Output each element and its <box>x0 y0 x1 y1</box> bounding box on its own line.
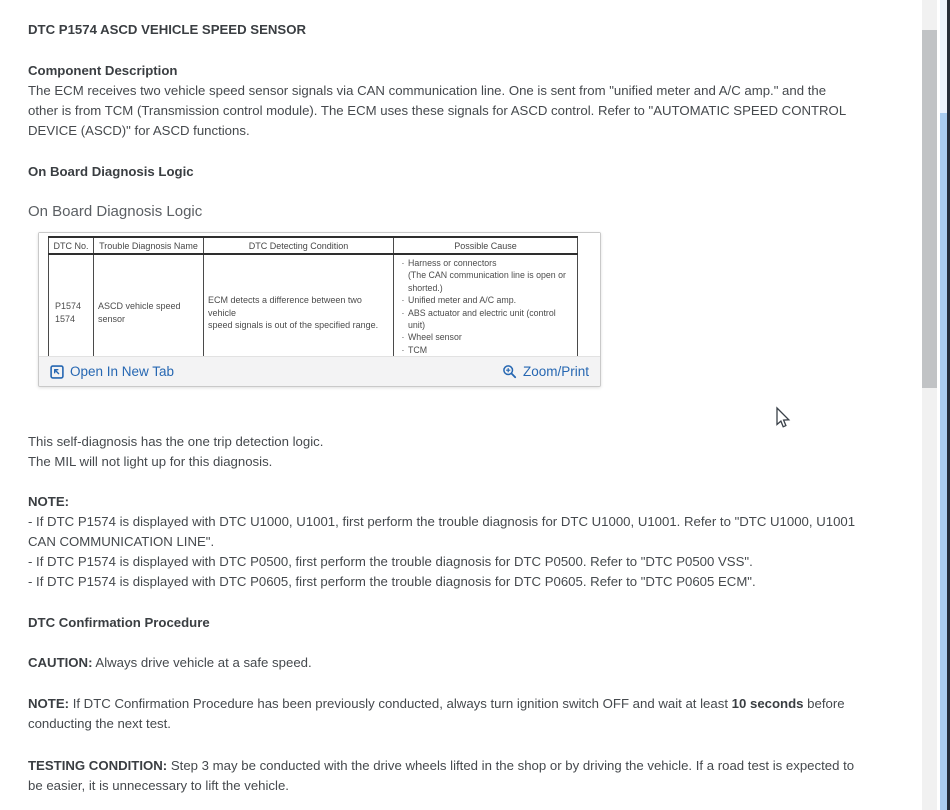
note-label: NOTE: <box>28 696 70 711</box>
table-header-cause: Possible Cause <box>394 237 578 254</box>
cell-possible-cause <box>394 254 578 372</box>
cause-item: shorted.) <box>408 282 443 293</box>
cause-item: · Wheel sensor <box>401 332 462 343</box>
cause-item: · Unified meter and A/C amp. <box>401 295 517 306</box>
mouse-cursor <box>772 406 792 430</box>
dtc-table <box>48 236 578 373</box>
scrollbar-thumb[interactable] <box>922 30 937 388</box>
paragraph-line: The MIL will not light up for this diagnosis. <box>28 454 273 469</box>
emphasis-text: 10 seconds <box>731 696 804 711</box>
paragraph-line: other is from TCM (Transmission control module). The ECM uses these signals for ASCD control. Refer to "AUTOMATIC SPEED CONTROL <box>28 103 847 118</box>
section-heading-confirmation: DTC Confirmation Procedure <box>28 615 210 630</box>
caution-label: CAUTION: <box>28 655 93 670</box>
cause-item: · ABS actuator and electric unit (control unit) <box>401 307 556 331</box>
open-in-new-tab-icon <box>50 365 64 379</box>
page-title: DTC P1574 ASCD VEHICLE SPEED SENSOR <box>28 22 306 37</box>
self-diagnosis-paragraph <box>28 432 905 472</box>
cause-item: · Harness or connectors <box>401 258 497 268</box>
table-header-condition: DTC Detecting Condition <box>204 237 394 254</box>
figure-card <box>38 232 601 387</box>
section-heading-obd-logic: On Board Diagnosis Logic <box>28 164 194 179</box>
note-line: conducting the next test. <box>28 716 171 731</box>
table-header-dtc-no: DTC No. <box>49 237 94 254</box>
testing-condition-block: TESTING CONDITION: Step 3 may be conducted with the drive wheels lifted in the shop or by driving the vehicle. If a road test is expected to be easier, it is unnecessary to lift the vehicle. <box>28 756 905 796</box>
figure-image <box>39 233 600 357</box>
note-label: NOTE: <box>28 494 70 509</box>
testing-condition-label: TESTING CONDITION: <box>28 758 168 773</box>
section-heading-component-description: Component Description <box>28 63 178 78</box>
cell-dtc-no: P1574 1574 <box>55 301 82 324</box>
paragraph-line: DEVICE (ASCD)" for ASCD functions. <box>28 123 250 138</box>
paragraph-line: The ECM receives two vehicle speed sensor signals via CAN communication line. One is sent from "unified meter and A/C amp." and the <box>28 83 827 98</box>
zoom-in-icon <box>502 364 517 379</box>
cause-item: · TCM <box>401 344 428 355</box>
figure-toolbar <box>39 356 600 386</box>
table-row <box>49 254 578 372</box>
note-line: - If DTC P1574 is displayed with DTC P0500, first perform the trouble diagnosis for DTC P0500. Refer to "DTC P0500 VSS". <box>28 554 753 569</box>
note-block <box>28 492 905 592</box>
caution-line: CAUTION: Always drive vehicle at a safe speed. <box>28 655 312 670</box>
cell-condition: ECM detects a difference between two vehicle speed signals is out of the specified range. <box>204 254 394 372</box>
outer-scrollbar-track[interactable] <box>940 0 947 113</box>
component-description-paragraph <box>28 81 905 141</box>
note-line: CAN COMMUNICATION LINE". <box>28 534 215 549</box>
cause-item: (The CAN communication line is open or <box>408 270 566 281</box>
outer-scrollbar-thumb[interactable] <box>940 113 947 810</box>
cell-trouble-name: ASCD vehicle speed sensor <box>94 254 204 372</box>
testing-condition-line: be easier, it is unnecessary to lift the vehicle. <box>28 778 289 793</box>
zoom-print-label: Zoom/Print <box>522 364 589 379</box>
table-header-trouble-name: Trouble Diagnosis Name <box>94 237 204 254</box>
paragraph-line: This self-diagnosis has the one trip detection logic. <box>28 434 324 449</box>
note-line: - If DTC P1574 is displayed with DTC P0605, first perform the trouble diagnosis for DTC P0605. Refer to "DTC P0605 ECM". <box>28 574 756 589</box>
open-in-new-tab-link[interactable] <box>50 364 174 379</box>
open-in-new-tab-label: Open In New Tab <box>70 364 175 379</box>
zoom-print-link[interactable] <box>502 364 589 379</box>
note-line: - If DTC P1574 is displayed with DTC U1000, U1001, first perform the trouble diagnosis for DTC U1000, U1001. Refer to "DTC U1000, U1001 <box>28 514 856 529</box>
note-block-2: NOTE: If DTC Confirmation Procedure has been previously conducted, always turn ignition switch OFF and wait at least 10 seconds before conducting the next test. <box>28 694 905 734</box>
obd-logic-caption: On Board Diagnosis Logic <box>28 203 203 220</box>
